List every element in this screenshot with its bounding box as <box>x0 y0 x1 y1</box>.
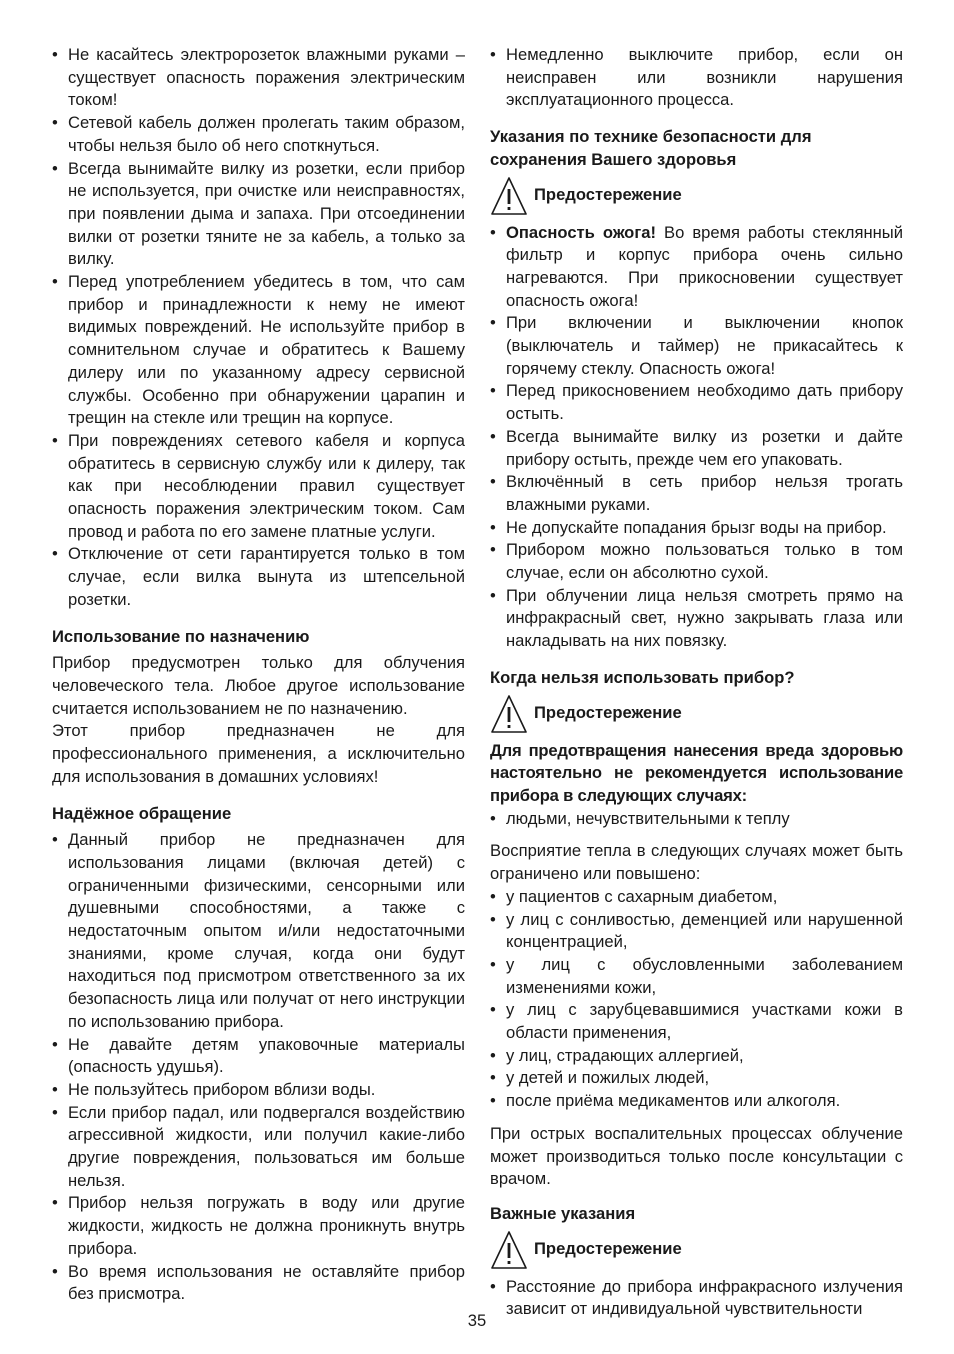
list-item: • Отключение от сети гарантируется только в том случае, если вилка вынута из штепсельной розетки. <box>52 543 465 611</box>
list-item: • Не давайте детям упаковочные материалы (опасность удушья). <box>52 1034 465 1079</box>
list-item: • Всегда вынимайте вилку из розетки, если прибор не используется, при очистке или неисправностях, при появлении дыма и запаха. При отсоединении вилки от розетки тяните не за кабель, а только за вилку. <box>52 158 465 272</box>
list-item: • Данный прибор не предназначен для использования лицами (включая детей) с ограниченными физическими, сенсорными или душевными способностями, а также с недостаточным опытом и/или недостаточными знаниями, кроме случая, когда они будут находиться под присмотром ответственного за их безопасность лица или получат от него инструкции по использованию прибора. <box>52 829 465 1033</box>
health-list <box>490 222 903 653</box>
page-number: 35 <box>467 1311 487 1330</box>
heading-safe-handling: Надёжное обращение <box>52 803 232 823</box>
list-item: • после приёма медикаментов или алкоголя. <box>490 1090 903 1113</box>
list-item: • Немедленно выключите прибор, если он неисправен или возникли нарушения эксплуатационного процесса. <box>490 44 903 112</box>
list-item: • Всегда вынимайте вилку из розетки и дайте прибору остыть, прежде чем его упаковать. <box>490 426 903 471</box>
warning-block <box>490 692 903 736</box>
handling-list <box>52 829 465 1306</box>
warning-triangle-icon <box>490 1230 528 1270</box>
list-item: • у лиц, страдающих аллергией, <box>490 1045 903 1068</box>
insensitive-list <box>490 808 903 831</box>
list-item: • у лиц с сонливостью, деменцией или нарушенной концентрацией, <box>490 909 903 954</box>
list-item: • При облучении лица нельзя смотреть прямо на инфракрасный свет, нужно закрывать глаза или накладывать на них повязку. <box>490 585 903 653</box>
list-item: • Не допускайте попадания брызг воды на прибор. <box>490 517 903 540</box>
heading-intended-use: Использование по назначению <box>52 626 310 646</box>
list-item: • людьми, нечувствительными к теплу <box>490 808 903 831</box>
paragraph: При острых воспалительных процессах облучение может производиться только после консультации с врачом. <box>490 1123 903 1189</box>
top-list <box>490 44 903 112</box>
list-item: • у лиц с обусловленными заболеванием изменениями кожи, <box>490 954 903 999</box>
warning-triangle-icon <box>490 176 528 216</box>
warning-label: Предостережение <box>534 703 682 723</box>
list-item: • у детей и пожилых людей, <box>490 1067 903 1090</box>
warning-label: Предостережение <box>534 1239 682 1259</box>
heading-important-notes: Важные указания <box>490 1203 636 1223</box>
list-item: • Во время использования не оставляйте прибор без присмотра. <box>52 1261 465 1306</box>
list-item: • Прибором можно пользоваться только в том случае, если он абсолютно сухой. <box>490 539 903 584</box>
heading-contraindications: Когда нельзя использовать прибор? <box>490 667 795 687</box>
burn-danger-text: Во время работы стеклянный фильтр и корпус прибора очень сильно нагреваются. При прикосновении существует опасность ожога! <box>506 222 903 310</box>
warning-label: Предостережение <box>534 185 682 205</box>
burn-danger-label: Опасность ожога! <box>506 222 656 242</box>
left-column <box>52 44 465 1306</box>
list-item: • Если прибор падал, или подвергался воздействию агрессивной жидкости, или получил какие-либо другие повреждения, пользоваться им больше нельзя. <box>52 1102 465 1193</box>
list-item: • у лиц с зарубцевавшимися участками кожи в области применения, <box>490 999 903 1044</box>
heading-health-safety: Указания по технике безопасности для сохранения Вашего здоровья <box>490 127 812 169</box>
warning-block <box>490 174 903 218</box>
list-item: • Перед прикосновением необходимо дать прибору остыть. <box>490 380 903 425</box>
paragraph: Восприятие тепла в следующих случаях может быть ограничено или повышено: <box>490 841 903 884</box>
list-item <box>490 222 903 313</box>
list-item: • При включении и выключении кнопок (выключатель и таймер) не прикасайтесь к горячему стеклу. Опасность ожога! <box>490 312 903 380</box>
safety-list-top <box>52 44 465 612</box>
perception-list <box>490 886 903 1113</box>
list-item: • Не касайтесь электророзеток влажными руками – существует опасность поражения электрическим током! <box>52 44 465 112</box>
warning-triangle-icon <box>490 694 528 734</box>
list-item: • Перед употреблением убедитесь в том, что сам прибор и принадлежности к нему не имеют видимых повреждений. Не используйте прибор в сомнительном случае и обратитесь к Вашему дилеру или по указанному адресу сервисной службы. Особенно при обнаружении царапин и трещин на стекле или трещин на корпусе. <box>52 271 465 430</box>
list-item: • При повреждениях сетевого кабеля и корпуса обратитесь в сервисную службу или к дилеру, так как при несоблюдении правил существует опасность поражения электрическим током. Сам провод и работа по его замене платные услуги. <box>52 430 465 544</box>
warning-block <box>490 1228 903 1272</box>
list-item: • Расстояние до прибора инфракрасного излучения зависит от индивидуальной чувствительности <box>490 1276 903 1321</box>
list-item: • у пациентов с сахарным диабетом, <box>490 886 903 909</box>
list-item: • Сетевой кабель должен пролегать таким образом, чтобы нельзя было об него споткнуться. <box>52 112 465 157</box>
paragraph: Прибор предусмотрен только для облучения человеческого тела. Любое другое использование считается использованием не по назначению. <box>52 653 465 718</box>
right-column <box>490 44 903 1321</box>
list-item: • Прибор нельзя погружать в воду или другие жидкости, жидкость не должна проникнуть внутрь прибора. <box>52 1192 465 1260</box>
list-item: • Включённый в сеть прибор нельзя трогать влажными руками. <box>490 471 903 516</box>
list-item: • Не пользуйтесь прибором вблизи воды. <box>52 1079 465 1102</box>
bold-paragraph: Для предотвращения нанесения вреда здоровью настоятельно не рекомендуется использование прибора в следующих случаях: <box>490 740 903 805</box>
paragraph: Этот прибор предназначен не для профессионального применения, а исключительно для использования в домашних условиях! <box>52 721 465 786</box>
